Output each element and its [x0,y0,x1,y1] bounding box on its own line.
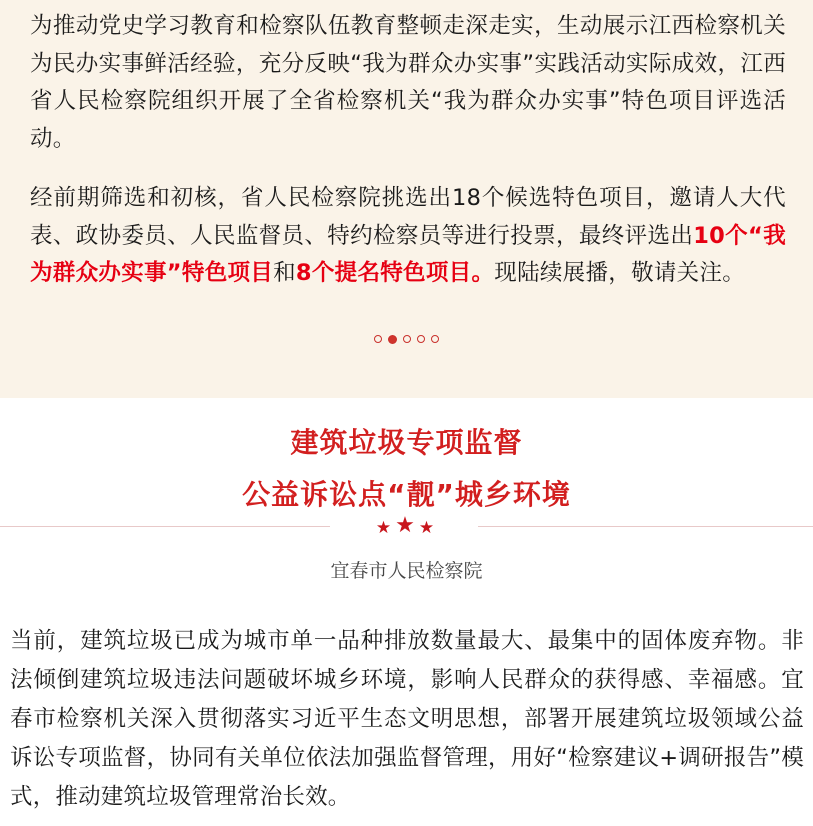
star-icon: ★ [375,518,392,538]
carousel-dot[interactable] [417,335,425,343]
divider-line-left [0,526,330,527]
article-body: 当前，建筑垃圾已成为城市单一品种排放数量最大、最集中的固体废弃物。非法倾倒建筑垃圾违法问题破坏城乡环境，影响人民群众的获得感、幸福感。宜春市检察机关深入贯彻落实习近平生态文明思想，部署开展建筑垃圾领域公益诉讼专项监督，协同有关单位依法加强监督管理，用好“检察建议+调研报告”模式，推动建筑垃圾管理常治长效。 [10,628,804,810]
carousel-dot[interactable] [431,335,439,343]
intro-paragraph-2-mid: 和 [273,260,296,286]
highlight-featured-projects: 10个“我为群众办实事”特色项目 [30,222,786,286]
carousel-dot[interactable] [374,335,382,343]
star-divider [340,515,470,537]
intro-paragraph-1: 为推动党史学习教育和检察队伍教育整顿走深走实，生动展示江西检察机关为民办实事鲜活经验，充分反映“我为群众办实事”实践活动实际成效，江西省人民检察院组织开展了全省检察机关“我为群众办实事”特色项目评选活动。 [30,13,786,152]
carousel-dot[interactable] [403,335,411,343]
article-title-line-1: 建筑垃圾专项监督 [290,426,523,459]
carousel-indicator[interactable] [374,333,445,345]
intro-paragraph-2-start: 经前期筛选和初核，省人民检察院挑选出18个候选特色项目，邀请人大代表、政协委员、人民监督员、特约检察员等进行投票，最终评选出 [30,185,786,249]
organization-name: 宜春市人民检察院 [330,560,483,582]
article-title-line-2: 公益诉讼点“靓”城乡环境 [242,478,571,511]
carousel-dot[interactable] [388,335,397,344]
intro-panel [0,0,813,398]
divider-line-right [478,526,813,527]
highlight-nominated-projects: 8个提名特色项目。 [295,260,495,286]
star-icon: ★ [418,518,435,538]
intro-paragraph-2-end: 现陆续展播，敬请关注。 [494,260,746,286]
star-icon: ★ [395,513,415,538]
intro-paragraph-2 [30,180,786,293]
